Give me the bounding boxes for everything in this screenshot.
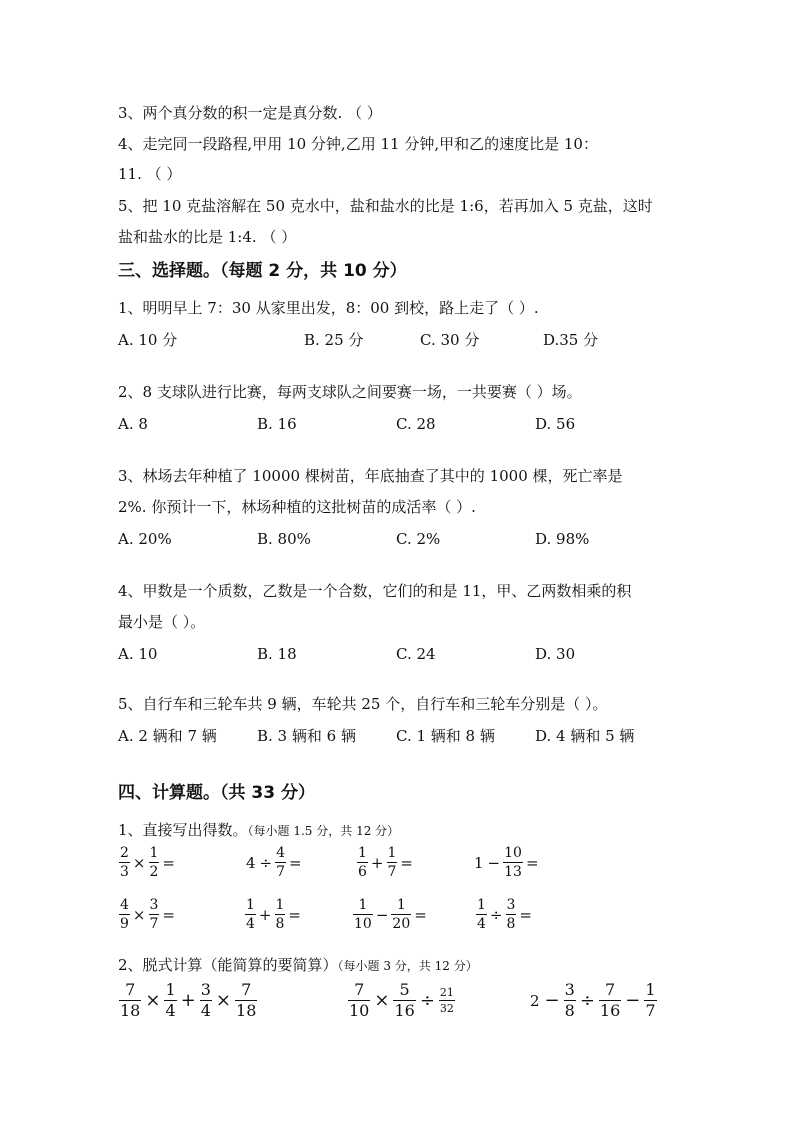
fraction-numerator: 1 [396, 897, 406, 913]
s3-q4-option-b: B. 18 [257, 645, 297, 663]
calc-item-1 [118, 846, 177, 879]
fraction-denominator: 7 [645, 1001, 656, 1020]
fraction-denominator: 10 [349, 1001, 370, 1020]
s3-q5-option-d: D. 4 辆和 5 辆 [535, 727, 635, 745]
fraction-numerator: 2 [120, 845, 129, 861]
compute-item-1 [118, 982, 258, 1019]
fraction [164, 982, 176, 1019]
math-operator: × [145, 990, 161, 1011]
calc-item-3 [356, 846, 415, 879]
fraction-numerator: 1 [149, 845, 159, 861]
judge-q5-line1: 5、把 10 克盐溶解在 50 克水中，盐和盐水的比是 1:6，若再加入 5 克盐，这时 [118, 197, 653, 215]
math-operator: × [132, 905, 146, 924]
section4-heading: 四、计算题。（共 33 分） [118, 783, 315, 803]
calc-item-7 [352, 898, 429, 931]
s3-q4-option-c: C. 24 [396, 645, 436, 663]
fraction [476, 898, 487, 931]
fraction-denominator: 2 [149, 864, 159, 880]
calc-item-5 [118, 898, 177, 931]
math-operator: = [162, 853, 175, 872]
fraction-numerator: 4 [120, 897, 129, 913]
fraction [275, 898, 286, 931]
fraction-denominator: 4 [246, 916, 255, 932]
s3-q1-option-b: B. 25 分 [304, 331, 364, 349]
fraction [644, 982, 656, 1019]
fraction-numerator: 1 [275, 897, 285, 913]
fraction-denominator: 8 [564, 1001, 575, 1020]
s4-part1-note: （每小题 1.5 分，共 12 分） [247, 824, 400, 838]
fraction [599, 982, 621, 1019]
math-operator: 4 [246, 853, 256, 872]
fraction [119, 982, 141, 1019]
fraction-denominator: 7 [149, 916, 159, 932]
fraction-numerator: 3 [564, 980, 575, 999]
fraction [357, 846, 368, 879]
s3-q4-option-a: A. 10 [118, 645, 158, 663]
calc-item-4 [472, 846, 541, 879]
math-operator: × [132, 853, 146, 872]
fraction [506, 898, 517, 931]
s3-q1-option-d: D.35 分 [543, 331, 599, 349]
math-operator: 1 [474, 853, 484, 872]
math-operator: + [258, 905, 272, 924]
s3-q5-option-c: C. 1 辆和 8 辆 [396, 727, 495, 745]
fraction-denominator: 20 [392, 916, 411, 932]
fraction [564, 982, 576, 1019]
fraction-denominator: 6 [358, 864, 367, 880]
s4-part1-label: 1、直接写出得数。 [118, 821, 248, 839]
math-operator: = [288, 905, 301, 924]
math-operator: × [215, 990, 232, 1011]
math-operator: 2 [530, 991, 540, 1010]
fraction-numerator: 7 [241, 980, 252, 999]
fraction [275, 846, 286, 879]
s3-q3-option-d: D. 98% [535, 530, 590, 548]
s3-q3-option-b: B. 80% [257, 530, 311, 548]
calc-item-2 [244, 846, 304, 879]
fraction-denominator: 9 [120, 916, 129, 932]
fraction [200, 982, 212, 1019]
compute-item-3 [528, 982, 658, 1019]
judge-q3: 3、两个真分数的积一定是真分数. （ ） [118, 104, 382, 122]
fraction-denominator: 32 [439, 1002, 454, 1015]
s4-part2-note: （每小题 3 分，共 12 分） [337, 959, 478, 973]
fraction-numerator: 4 [276, 845, 286, 861]
fraction [353, 898, 373, 931]
s4-part1-title [118, 820, 399, 841]
fraction-denominator: 16 [394, 1001, 415, 1020]
math-operator: ÷ [419, 990, 435, 1011]
math-operator: + [180, 990, 196, 1011]
judge-q4-line2: 11. （ ） [118, 165, 182, 183]
fraction-denominator: 7 [276, 864, 286, 880]
calc-item-6 [244, 898, 303, 931]
judge-q5-line2: 盐和盐水的比是 1:4. （ ） [118, 228, 297, 246]
fraction-denominator: 16 [599, 1001, 621, 1020]
fraction [439, 987, 455, 1014]
math-operator: = [414, 905, 427, 924]
fraction-numerator: 7 [605, 980, 616, 999]
fraction-numerator: 3 [200, 980, 211, 999]
s3-q1-option-c: C. 30 分 [420, 331, 480, 349]
fraction-numerator: 1 [246, 897, 255, 913]
fraction-denominator: 13 [504, 864, 522, 880]
fraction [235, 982, 257, 1019]
fraction [149, 898, 160, 931]
math-operator: ÷ [489, 905, 503, 924]
fraction [119, 846, 130, 879]
math-operator: = [519, 905, 532, 924]
fraction [119, 898, 130, 931]
s3-q1-text: 1、明明早上 7：30 从家里出发，8：00 到校，路上走了（ ）. [118, 299, 539, 317]
fraction-denominator: 8 [275, 916, 285, 932]
fraction-denominator: 10 [354, 916, 372, 932]
math-operator: − [625, 990, 641, 1011]
math-operator: = [400, 853, 413, 872]
fraction [245, 898, 256, 931]
fraction [393, 982, 415, 1019]
fraction-numerator: 1 [645, 980, 656, 999]
s3-q4-line1: 4、甲数是一个质数，乙数是一个合数，它们的和是 11，甲、乙两数相乘的积 [118, 582, 632, 600]
fraction [348, 982, 370, 1019]
s4-part2-title [118, 955, 478, 976]
math-operator: + [370, 853, 384, 872]
fraction-numerator: 5 [399, 980, 410, 999]
fraction [387, 846, 398, 879]
fraction-numerator: 7 [354, 980, 365, 999]
judge-q4-line1: 4、走完同一段路程,甲用 10 分钟,乙用 11 分钟,甲和乙的速度比是 10： [118, 135, 598, 153]
fraction-numerator: 1 [165, 980, 176, 999]
math-operator: × [374, 990, 390, 1011]
s3-q4-line2: 最小是（ ）。 [118, 613, 206, 631]
fraction-numerator: 1 [358, 897, 368, 913]
fraction [503, 846, 523, 879]
s4-part2-label: 2、脱式计算（能简算的要简算） [118, 956, 338, 974]
s3-q1-option-a: A. 10 分 [118, 331, 178, 349]
fraction-numerator: 3 [149, 897, 159, 913]
fraction-numerator: 1 [477, 897, 486, 913]
fraction-denominator: 3 [120, 864, 129, 880]
fraction-denominator: 4 [200, 1001, 211, 1020]
fraction [391, 898, 411, 931]
s3-q2-option-c: C. 28 [396, 415, 436, 433]
math-operator: − [375, 905, 389, 924]
fraction-numerator: 1 [358, 845, 367, 861]
math-operator: ÷ [259, 853, 273, 872]
fraction-denominator: 8 [506, 916, 516, 932]
fraction [149, 846, 160, 879]
fraction-numerator: 10 [504, 845, 522, 861]
fraction-numerator: 7 [125, 980, 136, 999]
math-operator: − [487, 853, 501, 872]
s3-q3-option-c: C. 2% [396, 530, 441, 548]
s3-q5-option-a: A. 2 辆和 7 辆 [118, 727, 217, 745]
fraction-denominator: 4 [165, 1001, 176, 1020]
compute-item-2 [347, 982, 456, 1019]
math-operator: = [525, 853, 539, 872]
s3-q3-line2: 2%. 你预计一下，林场种植的这批树苗的成活率（ ）. [118, 498, 476, 516]
s3-q5-text: 5、自行车和三轮车共 9 辆，车轮共 25 个，自行车和三轮车分别是（ ）。 [118, 695, 608, 713]
s3-q2-option-b: B. 16 [257, 415, 297, 433]
s3-q3-line1: 3、林场去年种植了 10000 棵树苗，年底抽查了其中的 1000 棵，死亡率是 [118, 467, 623, 485]
fraction-numerator: 21 [439, 986, 454, 999]
fraction-denominator: 18 [236, 1001, 257, 1020]
math-operator: = [289, 853, 302, 872]
s3-q4-option-d: D. 30 [535, 645, 576, 663]
fraction-numerator: 1 [387, 845, 397, 861]
s3-q5-option-b: B. 3 辆和 6 辆 [257, 727, 356, 745]
math-operator: ÷ [579, 990, 595, 1011]
fraction-numerator: 3 [506, 897, 516, 913]
fraction-denominator: 18 [120, 1001, 141, 1020]
math-operator: = [162, 905, 175, 924]
fraction-denominator: 7 [387, 864, 397, 880]
s3-q3-option-a: A. 20% [118, 530, 172, 548]
s3-q2-text: 2、8 支球队进行比赛，每两支球队之间要赛一场，一共要赛（ ）场。 [118, 383, 582, 401]
section3-heading: 三、选择题。（每题 2 分，共 10 分） [118, 261, 407, 281]
s3-q2-option-a: A. 8 [118, 415, 148, 433]
math-operator: − [544, 990, 560, 1011]
calc-item-8 [475, 898, 534, 931]
s3-q2-option-d: D. 56 [535, 415, 576, 433]
fraction-denominator: 4 [477, 916, 486, 932]
